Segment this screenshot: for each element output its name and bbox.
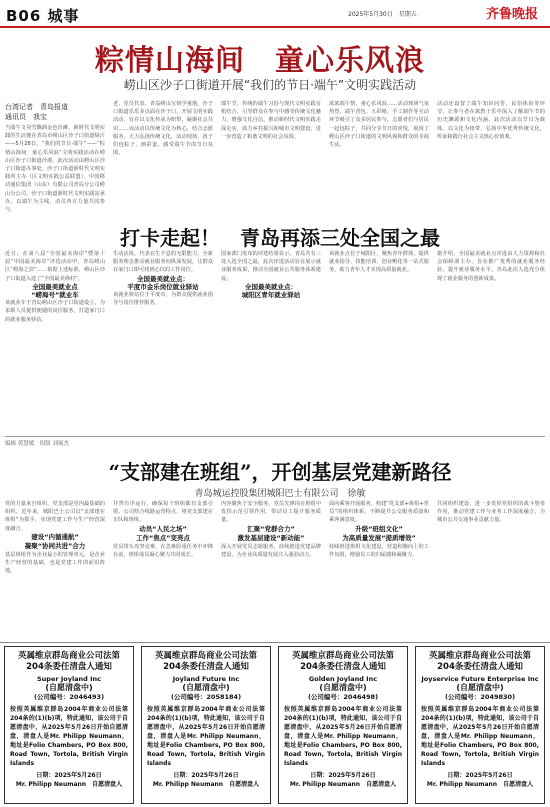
notice-signature: Mr. Philipp Neumann 自愿清盘人	[289, 781, 397, 788]
story2-subhead: 平度市金乐岗位就业驿站	[127, 282, 199, 291]
notice-status: (自愿清盘中)	[456, 683, 504, 692]
notice-company-no: (公司编号：2049830)	[444, 693, 516, 701]
story2-subhead: 全国最美就业点：	[137, 274, 189, 283]
story2-headline: 打卡走起！ 青岛再添三处全国之最	[120, 226, 440, 250]
story1-column: 端午节，传统的端午习俗与现代文明实践有机结合，引导群众在参与中感受传统文化魅力，增强文化自信，推动新时代文明实践走深走实，助力乡村振兴和城市文明建设，进一步营造了和谐文明的社会氛围。	[221, 101, 321, 140]
newspaper-logo: 齐鲁晚报	[486, 7, 539, 22]
masthead	[0, 0, 550, 28]
editor-credits: 编辑 黄慧媛 组版 刘展杰	[5, 436, 545, 447]
notice-status: (自愿清盘中)	[45, 683, 93, 692]
notice-signature: Mr. Philipp Neumann 自愿清盘人	[15, 781, 123, 788]
story3-paragraph: 党员带头攻坚克难，在急难险重任务中冲锋在前，班组成员凝心聚力共同成长。	[113, 543, 213, 558]
notice-status: (自愿清盘中)	[182, 683, 230, 692]
notice-company-en: Joyland Future Inc	[172, 675, 240, 683]
story1-column: 当端午文昊雪飘洒金色沙滩，新时代文明实践的生活便在青岛市崂山区沙子口街道绿汗——5月28日，“我们的节日·端午”——“粽情山海间 童心乐风浪”文明实践活动在崂山区沙子口街道沙港，此次活动由崂山区沙子口街道办事处、沙子口街道新时代文明实践所主办（区文明实践公益联盟）、中国移动通信集团（山东）有限公司青岛分公司崂山分公司、沙子口街道新时代文明实践站承办，以端午为主线，动员各方力量共同参与。	[5, 125, 105, 214]
story1-column: 活动还设置了端午知识问答、民俗体验等环节，让参与者在寓教于乐中深入了解端午节的历史渊源和文化内涵。此次活动以节日为载体，以文化为纽带，弘扬中华优秀传统文化，传承和践行社会主义核心价值观。	[437, 101, 545, 140]
story1-byline	[5, 102, 68, 122]
liquidation-notice	[278, 646, 408, 804]
notice-date: 日期：2025年5月26日	[173, 772, 239, 779]
story3-paragraph: 持续推进班组文化建设，营造积极向上的工作氛围，增强员工的归属感和凝聚力。	[329, 543, 429, 558]
notice-title: 英属维京群岛商业公司法第204条委任清盘人通知	[291, 651, 394, 672]
story3-paragraph: 党的力量来自组织，党支部是党内最基础的组织。近年来，城阳巴士公司以“支部建在班组”为抓手，实现党建工作与生产经营深度融合。	[5, 501, 105, 532]
story3-column	[329, 500, 429, 638]
story2-column	[221, 250, 321, 430]
story3-paragraph: 内容聚焦于安全服务，党员先锋岗在班组中发挥示范引领作用，带动员工提升服务质量。	[221, 501, 321, 524]
notice-company-en: Joyservice Future Enterprise Inc	[421, 675, 539, 683]
story3-headline: “支部建在班组”，开创基层党建新路径	[108, 460, 452, 484]
liquidation-notice	[141, 646, 271, 804]
byline-reporter: 台湾记者 青岛报道	[5, 103, 68, 111]
notice-title: 英属维京群岛商业公司法第204条委任清盘人通知	[154, 651, 257, 672]
story3-column: 共同组织建设，进一步发挥党组织的战斗堡垒作用，推动党建工作与业务工作深度融合，为城市公共交通事业贡献力量。	[437, 501, 545, 524]
story3-subheadline: 青岛城运控股集团城阳巴士有限公司 徐敏	[194, 489, 366, 499]
notice-signature: Mr. Philipp Neumann 自愿清盘人	[426, 781, 534, 788]
story2-column: 据介绍，全国最美就业点评选由人力资源和社会保障部主办，旨在推广优秀的就业服务经验，提升就业服务水平，青岛此次入选充分体现了就业服务的创新成果。	[437, 251, 545, 282]
notice-company-no: (公司编号：2058184)	[170, 693, 242, 701]
story1-subheadline: 崂山区沙子口街道开展“我们的节日·端午”文明实践活动	[123, 78, 417, 92]
issue-date: 2025年5月30日 星期五	[348, 11, 417, 18]
story3-paragraph: 井然有序运行，确保每个班组都有支部引领，公司结合线路运营特点，将党支部建在车队和班组。	[113, 501, 213, 524]
story3-paragraph: 深入开展党员志愿服务，持续推进党建品牌建设，为企业高质量发展注入强劲动力。	[221, 543, 321, 558]
story3-subhead: 汇聚“党群合力”	[247, 524, 295, 533]
notice-body: 按照英属维京群岛2004年商业公司法第204条的(1)(b)项，特此通知，该公司于自愿清盘中，从2025年5月26日开始自愿清盘，清盘人是Mr. Philipp Neumann，地址是Folio Chambers, PO Box 800, Road Town, Tortola, British Virgin Islands	[284, 706, 402, 767]
notice-date: 日期：2025年5月26日	[447, 772, 513, 779]
byline-correspondent: 通讯员 我宝	[5, 113, 47, 121]
story3-subhead: 为高质量发展“提质增效”	[342, 533, 416, 542]
story2-paragraph: 该就业驿站位于平度市，为群众提供就业指导与岗位推荐服务。	[113, 292, 213, 307]
story1-column: 浓浓端午情，童心乐风浪……活动现场气氛热烈，端午香包、五彩绳、手工制作等互动环节吸引了众多居民参与。志愿者们与居民一起包粽子，共同分享节日的喜悦，展现了崂山区沙子口街道的文明风貌和群众的幸福生活。	[329, 101, 429, 149]
notice-date: 日期：2025年5月26日	[36, 772, 102, 779]
notice-body: 按照英属维京群岛2004年商业公司法第204条的(1)(b)项，特此通知，该公司于自愿清盘中，从2025年5月26日开始自愿清盘，清盘人是Mr. Philipp Neumann，地址是Folio Chambers, PO Box 800, Road Town, Tortola, British Virgin Islands	[10, 706, 128, 767]
story3-subhead: 动员“人民之场”	[139, 524, 187, 533]
notice-title: 英属维京群岛商业公司法第204条委任清盘人通知	[17, 651, 120, 672]
story3-column	[113, 500, 213, 638]
story3-subhead: 工作“焦点”变亮点	[135, 533, 191, 542]
notices-divider	[0, 642, 550, 643]
story3-column	[221, 500, 321, 638]
story1-headline: 粽情山海间 童心乐风浪	[94, 43, 425, 77]
notice-company-no: (公司编号：2046493)	[33, 693, 105, 701]
notice-status: (自愿清盘中)	[319, 683, 367, 692]
notice-title: 英属维京群岛商业公司法第204条委任清盘人通知	[428, 651, 531, 672]
story3-paragraph: 面向乘客开展服务，构建“党支部+班组+党员”的组织体系，不断提升公交服务质量和乘客满意度。	[329, 501, 429, 524]
story3-column	[5, 500, 105, 638]
story2-subhead: “崂海号”就业车	[31, 291, 79, 300]
story3-subhead: 激发基层建设“新动能”	[237, 533, 305, 542]
story3-subhead: 升级“班组文化”	[355, 524, 403, 533]
story2-column: 该就业点位于城阳区，聚焦青年群体，提供就业指导、技能培训、创业孵化等一站式服务，助力青年人才实现高质量就业。	[329, 251, 429, 274]
notice-signature: Mr. Philipp Neumann 自愿清盘人	[152, 781, 260, 788]
story2-column	[5, 250, 105, 430]
notice-company-en: Golden Joyland Inc	[308, 675, 378, 683]
notice-company-no: (公司编号：2046498)	[307, 693, 379, 701]
story3-subhead: 凝聚“协同共进”合力	[24, 541, 86, 550]
story2-subhead: 城阳区青年就业驿站	[241, 291, 301, 300]
notice-body: 按照英属维京群岛2004年商业公司法第204条的(1)(b)项，特此通知，该公司于自愿清盘中，从2025年5月26日开始自愿清盘，清盘人是Mr. Philipp Neumann，地址是Folio Chambers, PO Box 800, Road Town, Tortola, British Virgin Islands	[147, 706, 265, 767]
notice-body: 按照英属维京群岛2004年商业公司法第204条的(1)(b)项，特此通知，该公司于自愿清盘中，从2025年5月26日开始自愿清盘，清盘人是Mr. Philipp Neumann，地址是Folio Chambers, PO Box 800, Road Town, Tortola, British Virgin Islands	[421, 706, 539, 767]
story2-intro: 近日，在第八届“全国最美海岸”暨第十届“中国最美海岸”评选活动中，青岛崂山区“崂海之滨”……依据上述标准，崂山区沙子口街道入选了“全国最美渔村”。	[5, 251, 105, 282]
story2-paragraph: 国家部门发布的评选结果显示，青岛共有三处入选全国之最，此次评选活动旨在展示就业服务成果，推动全国就业公共服务体系建设。	[221, 251, 321, 282]
liquidation-notice	[4, 646, 134, 804]
story2-subhead: 全国最美就业点：	[245, 282, 297, 291]
notice-date: 日期：2025年5月26日	[310, 772, 376, 779]
story2-subhead: 全国最美就业点	[32, 282, 78, 291]
story1-column: 老、党员代表、青岛崂山宝钥学童地，沙子口街道乐乐多点面在沙子口，开展文明实践活动，旨在以文化传承为纽带，凝聚社会共识……该活动以传统文化为核心，结合志愿服务，大力弘扬传统文化。活动现场，孩子们包粽子、画彩蛋，感受端午节的节日氛围。	[113, 101, 213, 157]
liquidation-notice	[415, 646, 545, 804]
section-title: B06 城事	[6, 7, 80, 25]
notice-company-en: Super Joyland Inc	[36, 675, 102, 683]
story3-subhead: 建设“内循通航”	[31, 532, 79, 541]
story3-paragraph: 基层班组作为企业最小的管理单元，是企业生产经营的基础，也是党建工作的前沿阵地。	[5, 551, 105, 575]
story2-paragraph: 该就业车于青岛崂山区沙子口街道设立，为求职人员提供便捷的岗位服务，打造家门口的就业服务驿站。	[5, 300, 105, 323]
story2-column	[113, 250, 213, 430]
story2-paragraph: 生动活泼，代表在生不息的无限能力，全新服务理念推动就业服务向纵深发展，让群众在家门口即可找到心仪的工作岗位。	[113, 251, 213, 274]
